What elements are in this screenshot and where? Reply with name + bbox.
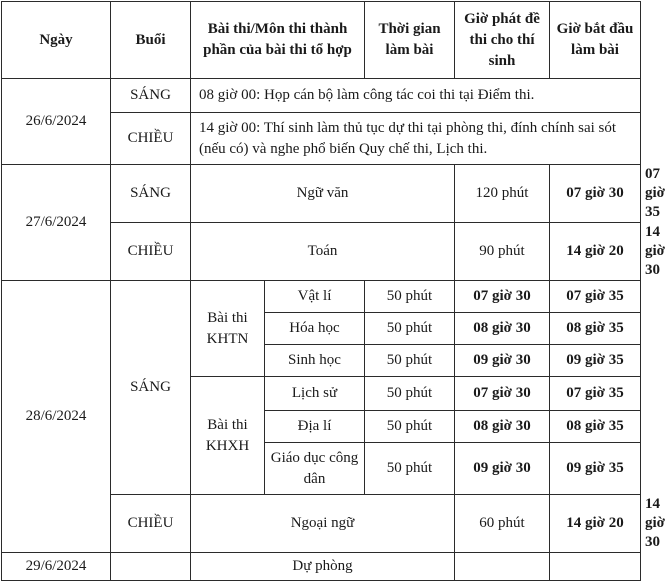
table-row: 27/6/2024 SÁNG Ngữ văn 120 phút 07 giờ 30 07 giờ 35 [2, 165, 641, 223]
distribute-time-cell: 14 giờ 20 [550, 495, 641, 553]
group-label-khtn: Bài thi KHTN [191, 281, 265, 377]
subject-cell: Ngoại ngữ [191, 495, 455, 553]
subject-cell: Sinh học [265, 345, 365, 377]
distribute-time-cell: 08 giờ 30 [455, 313, 550, 345]
exam-schedule-table [1, 1, 665, 581]
session-cell-empty [111, 553, 191, 581]
header-buoi: Buổi [111, 2, 191, 79]
distribute-time-cell: 09 giờ 30 [455, 443, 550, 495]
distribute-time-cell: 07 giờ 30 [455, 377, 550, 411]
duration-cell: 50 phút [365, 411, 455, 443]
date-cell: 28/6/2024 [2, 281, 111, 553]
header-thoi-gian: Thời gian làm bài [365, 2, 455, 79]
subject-cell: Vật lí [265, 281, 365, 313]
distribute-time-cell: 07 giờ 30 [455, 281, 550, 313]
reserve-cell: Dự phòng [191, 553, 455, 581]
start-time-cell: 07 giờ 35 [550, 377, 641, 411]
date-cell: 26/6/2024 [2, 79, 111, 165]
empty-cell [455, 553, 550, 581]
note-cell: 08 giờ 00: Họp cán bộ làm công tác coi thi tại Điểm thi. [191, 79, 641, 113]
table-row [2, 553, 641, 581]
date-cell: 29/6/2024 [2, 553, 111, 581]
session-cell: SÁNG [111, 165, 191, 223]
group-label-khxh: Bài thi KHXH [191, 377, 265, 495]
subject-cell: Lịch sử [265, 377, 365, 411]
table-row [2, 281, 641, 313]
distribute-time-cell: 07 giờ 30 [550, 165, 641, 223]
duration-cell: 50 phút [365, 313, 455, 345]
session-cell: SÁNG [111, 79, 191, 113]
table-row: CHIỀU Ngoại ngữ 60 phút 14 giờ 20 14 giờ 30 [2, 495, 641, 553]
duration-cell: 120 phút [455, 165, 550, 223]
duration-cell: 60 phút [455, 495, 550, 553]
session-cell: CHIỀU [111, 113, 191, 165]
session-cell: CHIỀU [111, 495, 191, 553]
subject-cell: Hóa học [265, 313, 365, 345]
duration-cell: 90 phút [455, 223, 550, 281]
distribute-time-cell: 09 giờ 30 [455, 345, 550, 377]
duration-cell: 50 phút [365, 281, 455, 313]
header-ngay: Ngày [2, 2, 111, 79]
start-time-cell: 09 giờ 35 [550, 345, 641, 377]
distribute-time-cell: 08 giờ 30 [455, 411, 550, 443]
header-gio-bat-dau: Giờ bắt đầu làm bài [550, 2, 641, 79]
duration-cell: 50 phút [365, 377, 455, 411]
distribute-time-cell: 14 giờ 20 [550, 223, 641, 281]
header-mon-thi: Bài thi/Môn thi thành phần của bài thi tổ hợp [191, 2, 365, 79]
note-cell: 14 giờ 00: Thí sinh làm thủ tục dự thi tại phòng thi, đính chính sai sót (nếu có) và nghe phổ biến Quy chế thi, Lịch thi. [191, 113, 641, 165]
empty-cell [550, 553, 641, 581]
table-row [2, 79, 641, 113]
start-time-cell: 08 giờ 35 [550, 313, 641, 345]
table-row: CHIỀU Toán 90 phút 14 giờ 20 14 giờ 30 [2, 223, 641, 281]
subject-cell: Toán [191, 223, 455, 281]
start-time-cell: 07 giờ 35 [550, 281, 641, 313]
session-cell: SÁNG [111, 281, 191, 495]
start-time-cell: 08 giờ 35 [550, 411, 641, 443]
date-cell: 27/6/2024 [2, 165, 111, 281]
subject-cell: Ngữ văn [191, 165, 455, 223]
duration-cell: 50 phút [365, 443, 455, 495]
subject-cell: Giáo dục công dân [265, 443, 365, 495]
session-cell: CHIỀU [111, 223, 191, 281]
subject-cell: Địa lí [265, 411, 365, 443]
header-gio-phat-de: Giờ phát đề thi cho thí sinh [455, 2, 550, 79]
header-row [2, 2, 641, 79]
duration-cell: 50 phút [365, 345, 455, 377]
start-time-cell: 09 giờ 35 [550, 443, 641, 495]
